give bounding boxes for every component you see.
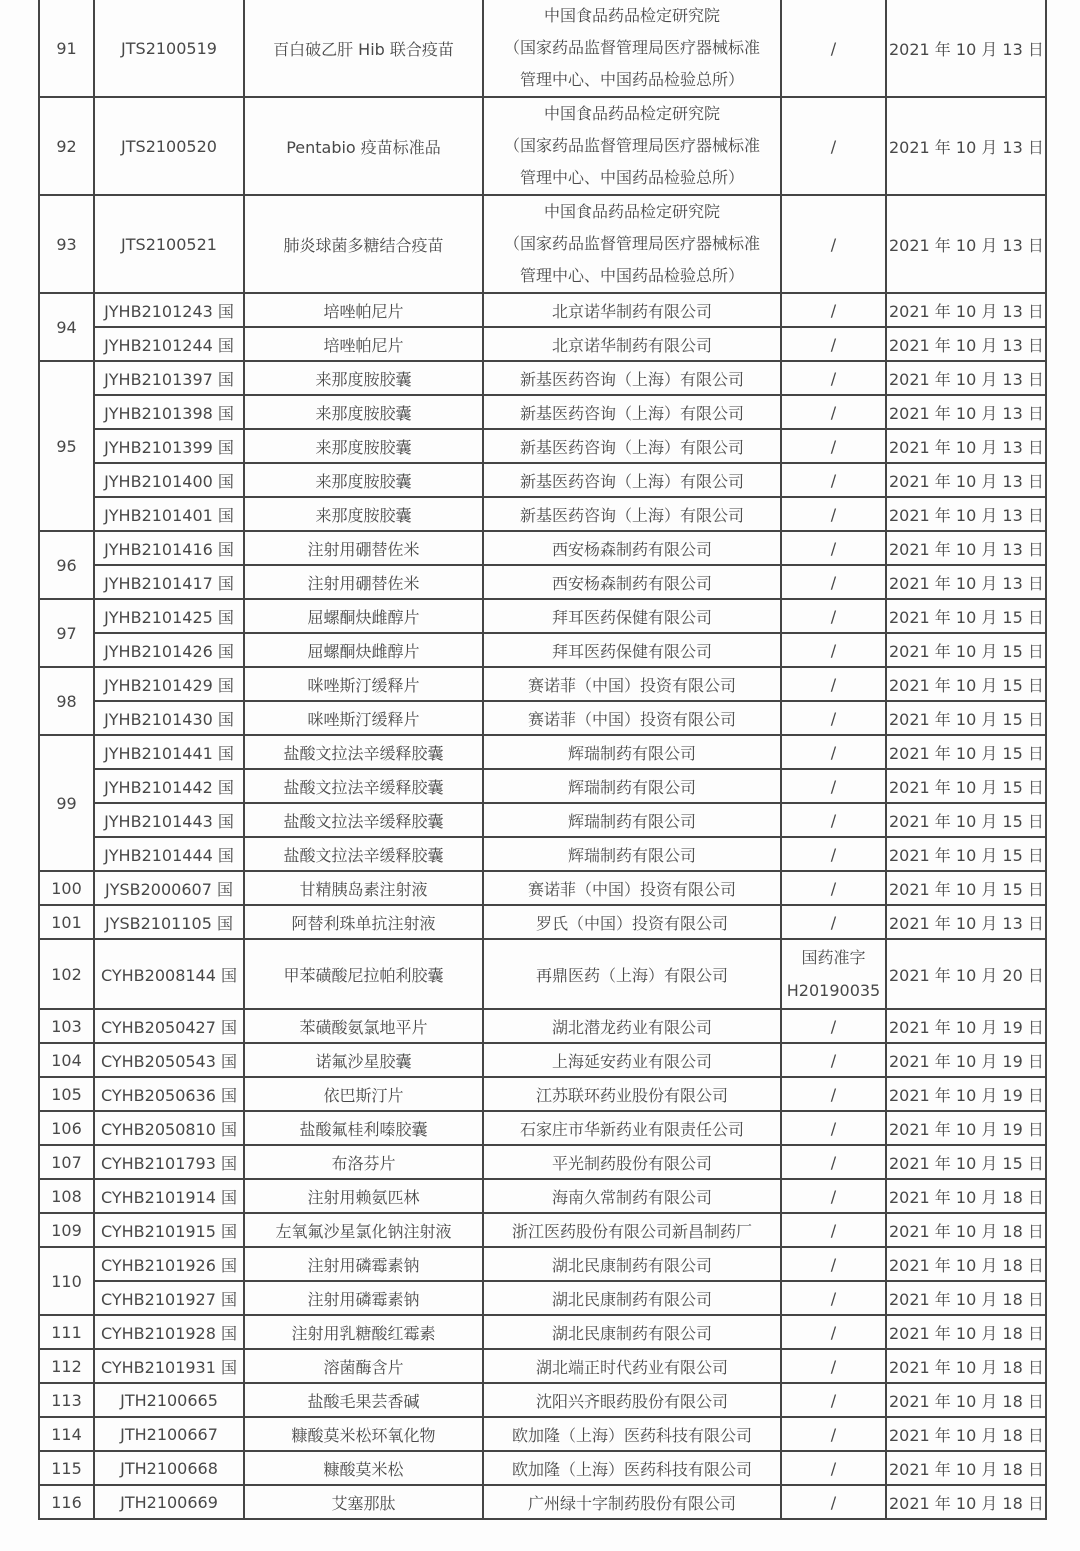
approval-number-cell: / xyxy=(781,1077,886,1111)
table-row xyxy=(39,1111,1046,1145)
drug-name-cell: 甘精胰岛素注射液 xyxy=(244,871,483,905)
company-cell: 海南久常制药有限公司 xyxy=(483,1179,781,1213)
date-cell: 2021 年 10 月 19 日 xyxy=(886,1043,1046,1077)
table-row xyxy=(39,905,1046,939)
approval-number-cell: / xyxy=(781,633,886,667)
date-cell: 2021 年 10 月 18 日 xyxy=(886,1247,1046,1281)
row-number-cell: 109 xyxy=(39,1213,94,1247)
company-cell: 罗氏（中国）投资有限公司 xyxy=(483,905,781,939)
company-cell: 拜耳医药保健有限公司 xyxy=(483,633,781,667)
approval-number-cell: / xyxy=(781,837,886,871)
date-cell: 2021 年 10 月 20 日 xyxy=(886,939,1046,1009)
date-cell: 2021 年 10 月 15 日 xyxy=(886,667,1046,701)
drug-name-cell: 来那度胺胶囊 xyxy=(244,463,483,497)
table-row xyxy=(39,361,1046,395)
date-cell: 2021 年 10 月 19 日 xyxy=(886,1077,1046,1111)
registration-number-cell: JYSB2101105 国 xyxy=(94,905,244,939)
company-cell: 湖北民康制药有限公司 xyxy=(483,1281,781,1315)
row-number-cell: 116 xyxy=(39,1485,94,1519)
date-cell: 2021 年 10 月 13 日 xyxy=(886,97,1046,195)
table-row xyxy=(39,1213,1046,1247)
registration-number-cell: JYHB2101401 国 xyxy=(94,497,244,531)
table-row xyxy=(39,1077,1046,1111)
date-cell: 2021 年 10 月 15 日 xyxy=(886,871,1046,905)
date-cell: 2021 年 10 月 18 日 xyxy=(886,1451,1046,1485)
drug-name-cell: 注射用磷霉素钠 xyxy=(244,1281,483,1315)
table-row xyxy=(39,769,1046,803)
date-cell: 2021 年 10 月 13 日 xyxy=(886,497,1046,531)
table-row xyxy=(39,803,1046,837)
drug-name-cell: 来那度胺胶囊 xyxy=(244,395,483,429)
approval-number-cell: / xyxy=(781,701,886,735)
table-row xyxy=(39,667,1046,701)
approval-number-cell: / xyxy=(781,871,886,905)
registration-number-cell: CYHB2050543 国 xyxy=(94,1043,244,1077)
company-cell: 赛诺菲（中国）投资有限公司 xyxy=(483,871,781,905)
drug-name-cell: 注射用乳糖酸红霉素 xyxy=(244,1315,483,1349)
table-row xyxy=(39,735,1046,769)
date-cell: 2021 年 10 月 18 日 xyxy=(886,1281,1046,1315)
drug-name-cell: 肺炎球菌多糖结合疫苗 xyxy=(244,195,483,293)
row-number-cell: 102 xyxy=(39,939,94,1009)
registration-number-cell: JYHB2101441 国 xyxy=(94,735,244,769)
registration-number-cell: CYHB2101931 国 xyxy=(94,1349,244,1383)
approval-number-cell: / xyxy=(781,531,886,565)
drug-name-cell: 甲苯磺酸尼拉帕利胶囊 xyxy=(244,939,483,1009)
registration-number-cell: JYHB2101400 国 xyxy=(94,463,244,497)
approval-number-cell: / xyxy=(781,735,886,769)
registration-number-cell: CYHB2101793 国 xyxy=(94,1145,244,1179)
table-row xyxy=(39,1179,1046,1213)
registration-number-cell: CYHB2050636 国 xyxy=(94,1077,244,1111)
row-number-cell: 106 xyxy=(39,1111,94,1145)
table-row xyxy=(39,1009,1046,1043)
approval-number-cell: / xyxy=(781,667,886,701)
drug-name-cell: 溶菌酶含片 xyxy=(244,1349,483,1383)
approval-number-cell: / xyxy=(781,1383,886,1417)
registration-number-cell: JYSB2000607 国 xyxy=(94,871,244,905)
registration-number-cell: JYHB2101425 国 xyxy=(94,599,244,633)
row-number-cell: 92 xyxy=(39,97,94,195)
row-number-cell: 114 xyxy=(39,1417,94,1451)
row-number-cell: 111 xyxy=(39,1315,94,1349)
date-cell: 2021 年 10 月 18 日 xyxy=(886,1315,1046,1349)
registration-number-cell: JTH2100667 xyxy=(94,1417,244,1451)
company-cell: 沈阳兴齐眼药股份有限公司 xyxy=(483,1383,781,1417)
company-cell: 浙江医药股份有限公司新昌制药厂 xyxy=(483,1213,781,1247)
drug-approval-table-body xyxy=(39,0,1046,1519)
row-number-cell: 104 xyxy=(39,1043,94,1077)
table-row xyxy=(39,871,1046,905)
company-cell: 北京诺华制药有限公司 xyxy=(483,293,781,327)
approval-number-cell: / xyxy=(781,1145,886,1179)
approval-number-cell: / xyxy=(781,361,886,395)
approval-number-cell: / xyxy=(781,97,886,195)
date-cell: 2021 年 10 月 15 日 xyxy=(886,803,1046,837)
company-cell: 中国食品药品检定研究院 （国家药品监督管理局医疗器械标准 管理中心、中国药品检验总所） xyxy=(483,195,781,293)
company-cell: 再鼎医药（上海）有限公司 xyxy=(483,939,781,1009)
drug-name-cell: 注射用赖氨匹林 xyxy=(244,1179,483,1213)
company-cell: 湖北民康制药有限公司 xyxy=(483,1315,781,1349)
approval-number-cell: / xyxy=(781,429,886,463)
registration-number-cell: CYHB2101928 国 xyxy=(94,1315,244,1349)
table-row xyxy=(39,1145,1046,1179)
registration-number-cell: JYHB2101417 国 xyxy=(94,565,244,599)
company-cell: 北京诺华制药有限公司 xyxy=(483,327,781,361)
drug-name-cell: 艾塞那肽 xyxy=(244,1485,483,1519)
company-cell: 辉瑞制药有限公司 xyxy=(483,803,781,837)
registration-number-cell: JYHB2101398 国 xyxy=(94,395,244,429)
drug-name-cell: 阿替利珠单抗注射液 xyxy=(244,905,483,939)
row-number-cell: 107 xyxy=(39,1145,94,1179)
registration-number-cell: JTS2100521 xyxy=(94,195,244,293)
table-row xyxy=(39,0,1046,97)
approval-number-cell: / xyxy=(781,1349,886,1383)
drug-name-cell: 咪唑斯汀缓释片 xyxy=(244,701,483,735)
date-cell: 2021 年 10 月 19 日 xyxy=(886,1111,1046,1145)
registration-number-cell: JTH2100665 xyxy=(94,1383,244,1417)
registration-number-cell: JYHB2101443 国 xyxy=(94,803,244,837)
registration-number-cell: JYHB2101429 国 xyxy=(94,667,244,701)
row-number-cell: 95 xyxy=(39,361,94,531)
drug-name-cell: 盐酸文拉法辛缓释胶囊 xyxy=(244,837,483,871)
date-cell: 2021 年 10 月 18 日 xyxy=(886,1179,1046,1213)
row-number-cell: 108 xyxy=(39,1179,94,1213)
registration-number-cell: CYHB2101926 国 xyxy=(94,1247,244,1281)
date-cell: 2021 年 10 月 13 日 xyxy=(886,293,1046,327)
date-cell: 2021 年 10 月 13 日 xyxy=(886,429,1046,463)
drug-name-cell: 糠酸莫米松环氧化物 xyxy=(244,1417,483,1451)
company-cell: 新基医药咨询（上海）有限公司 xyxy=(483,429,781,463)
table-row xyxy=(39,293,1046,327)
drug-name-cell: Pentabio 疫苗标准品 xyxy=(244,97,483,195)
registration-number-cell: JTS2100520 xyxy=(94,97,244,195)
table-row xyxy=(39,1383,1046,1417)
table-row xyxy=(39,1315,1046,1349)
registration-number-cell: JYHB2101243 国 xyxy=(94,293,244,327)
table-row xyxy=(39,1281,1046,1315)
date-cell: 2021 年 10 月 13 日 xyxy=(886,905,1046,939)
date-cell: 2021 年 10 月 18 日 xyxy=(886,1213,1046,1247)
table-row xyxy=(39,1043,1046,1077)
date-cell: 2021 年 10 月 18 日 xyxy=(886,1417,1046,1451)
registration-number-cell: JYHB2101416 国 xyxy=(94,531,244,565)
row-number-cell: 93 xyxy=(39,195,94,293)
drug-name-cell: 左氧氟沙星氯化钠注射液 xyxy=(244,1213,483,1247)
drug-name-cell: 培唑帕尼片 xyxy=(244,327,483,361)
registration-number-cell: JYHB2101442 国 xyxy=(94,769,244,803)
drug-approval-table xyxy=(38,0,1047,1520)
drug-name-cell: 注射用磷霉素钠 xyxy=(244,1247,483,1281)
approval-number-cell: / xyxy=(781,395,886,429)
table-row xyxy=(39,837,1046,871)
date-cell: 2021 年 10 月 15 日 xyxy=(886,701,1046,735)
company-cell: 西安杨森制药有限公司 xyxy=(483,565,781,599)
date-cell: 2021 年 10 月 18 日 xyxy=(886,1349,1046,1383)
drug-name-cell: 诺氟沙星胶囊 xyxy=(244,1043,483,1077)
registration-number-cell: JYHB2101430 国 xyxy=(94,701,244,735)
company-cell: 新基医药咨询（上海）有限公司 xyxy=(483,497,781,531)
registration-number-cell: JTS2100519 xyxy=(94,0,244,97)
drug-name-cell: 盐酸毛果芸香碱 xyxy=(244,1383,483,1417)
company-cell: 赛诺菲（中国）投资有限公司 xyxy=(483,701,781,735)
approval-number-cell: / xyxy=(781,327,886,361)
company-cell: 中国食品药品检定研究院 （国家药品监督管理局医疗器械标准 管理中心、中国药品检验总所） xyxy=(483,0,781,97)
table-row xyxy=(39,701,1046,735)
table-row xyxy=(39,395,1046,429)
company-cell: 欧加隆（上海）医药科技有限公司 xyxy=(483,1417,781,1451)
drug-name-cell: 来那度胺胶囊 xyxy=(244,497,483,531)
company-cell: 新基医药咨询（上海）有限公司 xyxy=(483,361,781,395)
approval-number-cell: 国药准字 H20190035 xyxy=(781,939,886,1009)
drug-name-cell: 盐酸氟桂利嗪胶囊 xyxy=(244,1111,483,1145)
company-cell: 湖北民康制药有限公司 xyxy=(483,1247,781,1281)
company-cell: 中国食品药品检定研究院 （国家药品监督管理局医疗器械标准 管理中心、中国药品检验总所） xyxy=(483,97,781,195)
approval-number-cell: / xyxy=(781,1315,886,1349)
table-row xyxy=(39,1451,1046,1485)
registration-number-cell: JYHB2101426 国 xyxy=(94,633,244,667)
approval-number-cell: / xyxy=(781,905,886,939)
company-cell: 江苏联环药业股份有限公司 xyxy=(483,1077,781,1111)
table-row xyxy=(39,633,1046,667)
row-number-cell: 110 xyxy=(39,1247,94,1315)
company-cell: 湖北端正时代药业有限公司 xyxy=(483,1349,781,1383)
approval-number-cell: / xyxy=(781,1247,886,1281)
date-cell: 2021 年 10 月 13 日 xyxy=(886,395,1046,429)
registration-number-cell: CYHB2050427 国 xyxy=(94,1009,244,1043)
registration-number-cell: CYHB2101914 国 xyxy=(94,1179,244,1213)
company-cell: 广州绿十字制药股份有限公司 xyxy=(483,1485,781,1519)
table-row xyxy=(39,1247,1046,1281)
table-row xyxy=(39,1349,1046,1383)
table-row xyxy=(39,429,1046,463)
registration-number-cell: CYHB2101915 国 xyxy=(94,1213,244,1247)
row-number-cell: 113 xyxy=(39,1383,94,1417)
approval-number-cell: / xyxy=(781,463,886,497)
registration-number-cell: JTH2100669 xyxy=(94,1485,244,1519)
approval-number-cell: / xyxy=(781,1009,886,1043)
row-number-cell: 100 xyxy=(39,871,94,905)
approval-number-cell: / xyxy=(781,293,886,327)
approval-number-cell: / xyxy=(781,565,886,599)
drug-name-cell: 布洛芬片 xyxy=(244,1145,483,1179)
approval-number-cell: / xyxy=(781,1451,886,1485)
table-row xyxy=(39,327,1046,361)
drug-name-cell: 百白破乙肝 Hib 联合疫苗 xyxy=(244,0,483,97)
approval-number-cell: / xyxy=(781,1213,886,1247)
row-number-cell: 112 xyxy=(39,1349,94,1383)
table-row xyxy=(39,599,1046,633)
date-cell: 2021 年 10 月 13 日 xyxy=(886,0,1046,97)
table-row xyxy=(39,97,1046,195)
drug-name-cell: 培唑帕尼片 xyxy=(244,293,483,327)
approval-number-cell: / xyxy=(781,195,886,293)
table-row xyxy=(39,463,1046,497)
row-number-cell: 105 xyxy=(39,1077,94,1111)
date-cell: 2021 年 10 月 19 日 xyxy=(886,1009,1046,1043)
approval-number-cell: / xyxy=(781,803,886,837)
row-number-cell: 103 xyxy=(39,1009,94,1043)
date-cell: 2021 年 10 月 18 日 xyxy=(886,1485,1046,1519)
row-number-cell: 96 xyxy=(39,531,94,599)
approval-number-cell: / xyxy=(781,1043,886,1077)
approval-number-cell: / xyxy=(781,769,886,803)
drug-name-cell: 注射用硼替佐米 xyxy=(244,565,483,599)
row-number-cell: 98 xyxy=(39,667,94,735)
approval-number-cell: / xyxy=(781,497,886,531)
company-cell: 新基医药咨询（上海）有限公司 xyxy=(483,395,781,429)
drug-name-cell: 盐酸文拉法辛缓释胶囊 xyxy=(244,803,483,837)
registration-number-cell: CYHB2101927 国 xyxy=(94,1281,244,1315)
date-cell: 2021 年 10 月 15 日 xyxy=(886,735,1046,769)
drug-name-cell: 咪唑斯汀缓释片 xyxy=(244,667,483,701)
registration-number-cell: JYHB2101399 国 xyxy=(94,429,244,463)
table-row xyxy=(39,497,1046,531)
row-number-cell: 101 xyxy=(39,905,94,939)
table-row xyxy=(39,195,1046,293)
approval-number-cell: / xyxy=(781,0,886,97)
approval-number-cell: / xyxy=(781,599,886,633)
company-cell: 辉瑞制药有限公司 xyxy=(483,769,781,803)
table-row xyxy=(39,565,1046,599)
registration-number-cell: JYHB2101244 国 xyxy=(94,327,244,361)
company-cell: 辉瑞制药有限公司 xyxy=(483,837,781,871)
row-number-cell: 99 xyxy=(39,735,94,871)
approval-number-cell: / xyxy=(781,1417,886,1451)
drug-name-cell: 苯磺酸氨氯地平片 xyxy=(244,1009,483,1043)
row-number-cell: 97 xyxy=(39,599,94,667)
company-cell: 新基医药咨询（上海）有限公司 xyxy=(483,463,781,497)
approval-number-cell: / xyxy=(781,1281,886,1315)
company-cell: 赛诺菲（中国）投资有限公司 xyxy=(483,667,781,701)
approval-number-cell: / xyxy=(781,1179,886,1213)
company-cell: 石家庄市华新药业有限责任公司 xyxy=(483,1111,781,1145)
table-row xyxy=(39,1417,1046,1451)
drug-name-cell: 注射用硼替佐米 xyxy=(244,531,483,565)
company-cell: 西安杨森制药有限公司 xyxy=(483,531,781,565)
row-number-cell: 91 xyxy=(39,0,94,97)
table-row xyxy=(39,939,1046,1009)
date-cell: 2021 年 10 月 13 日 xyxy=(886,195,1046,293)
date-cell: 2021 年 10 月 13 日 xyxy=(886,361,1046,395)
date-cell: 2021 年 10 月 13 日 xyxy=(886,531,1046,565)
registration-number-cell: JYHB2101397 国 xyxy=(94,361,244,395)
date-cell: 2021 年 10 月 15 日 xyxy=(886,769,1046,803)
drug-name-cell: 糠酸莫米松 xyxy=(244,1451,483,1485)
drug-name-cell: 屈螺酮炔雌醇片 xyxy=(244,633,483,667)
registration-number-cell: JYHB2101444 国 xyxy=(94,837,244,871)
registration-number-cell: JTH2100668 xyxy=(94,1451,244,1485)
company-cell: 拜耳医药保健有限公司 xyxy=(483,599,781,633)
table-row xyxy=(39,531,1046,565)
company-cell: 平光制药股份有限公司 xyxy=(483,1145,781,1179)
company-cell: 辉瑞制药有限公司 xyxy=(483,735,781,769)
date-cell: 2021 年 10 月 15 日 xyxy=(886,599,1046,633)
date-cell: 2021 年 10 月 13 日 xyxy=(886,327,1046,361)
drug-name-cell: 屈螺酮炔雌醇片 xyxy=(244,599,483,633)
company-cell: 上海延安药业有限公司 xyxy=(483,1043,781,1077)
date-cell: 2021 年 10 月 15 日 xyxy=(886,837,1046,871)
registration-number-cell: CYHB2008144 国 xyxy=(94,939,244,1009)
date-cell: 2021 年 10 月 15 日 xyxy=(886,633,1046,667)
approval-number-cell: / xyxy=(781,1111,886,1145)
drug-name-cell: 来那度胺胶囊 xyxy=(244,429,483,463)
company-cell: 欧加隆（上海）医药科技有限公司 xyxy=(483,1451,781,1485)
table-row xyxy=(39,1485,1046,1519)
drug-name-cell: 依巴斯汀片 xyxy=(244,1077,483,1111)
date-cell: 2021 年 10 月 18 日 xyxy=(886,1383,1046,1417)
drug-name-cell: 来那度胺胶囊 xyxy=(244,361,483,395)
company-cell: 湖北潜龙药业有限公司 xyxy=(483,1009,781,1043)
date-cell: 2021 年 10 月 13 日 xyxy=(886,565,1046,599)
approval-number-cell: / xyxy=(781,1485,886,1519)
registration-number-cell: CYHB2050810 国 xyxy=(94,1111,244,1145)
row-number-cell: 94 xyxy=(39,293,94,361)
drug-name-cell: 盐酸文拉法辛缓释胶囊 xyxy=(244,769,483,803)
row-number-cell: 115 xyxy=(39,1451,94,1485)
date-cell: 2021 年 10 月 15 日 xyxy=(886,1145,1046,1179)
date-cell: 2021 年 10 月 13 日 xyxy=(886,463,1046,497)
drug-name-cell: 盐酸文拉法辛缓释胶囊 xyxy=(244,735,483,769)
